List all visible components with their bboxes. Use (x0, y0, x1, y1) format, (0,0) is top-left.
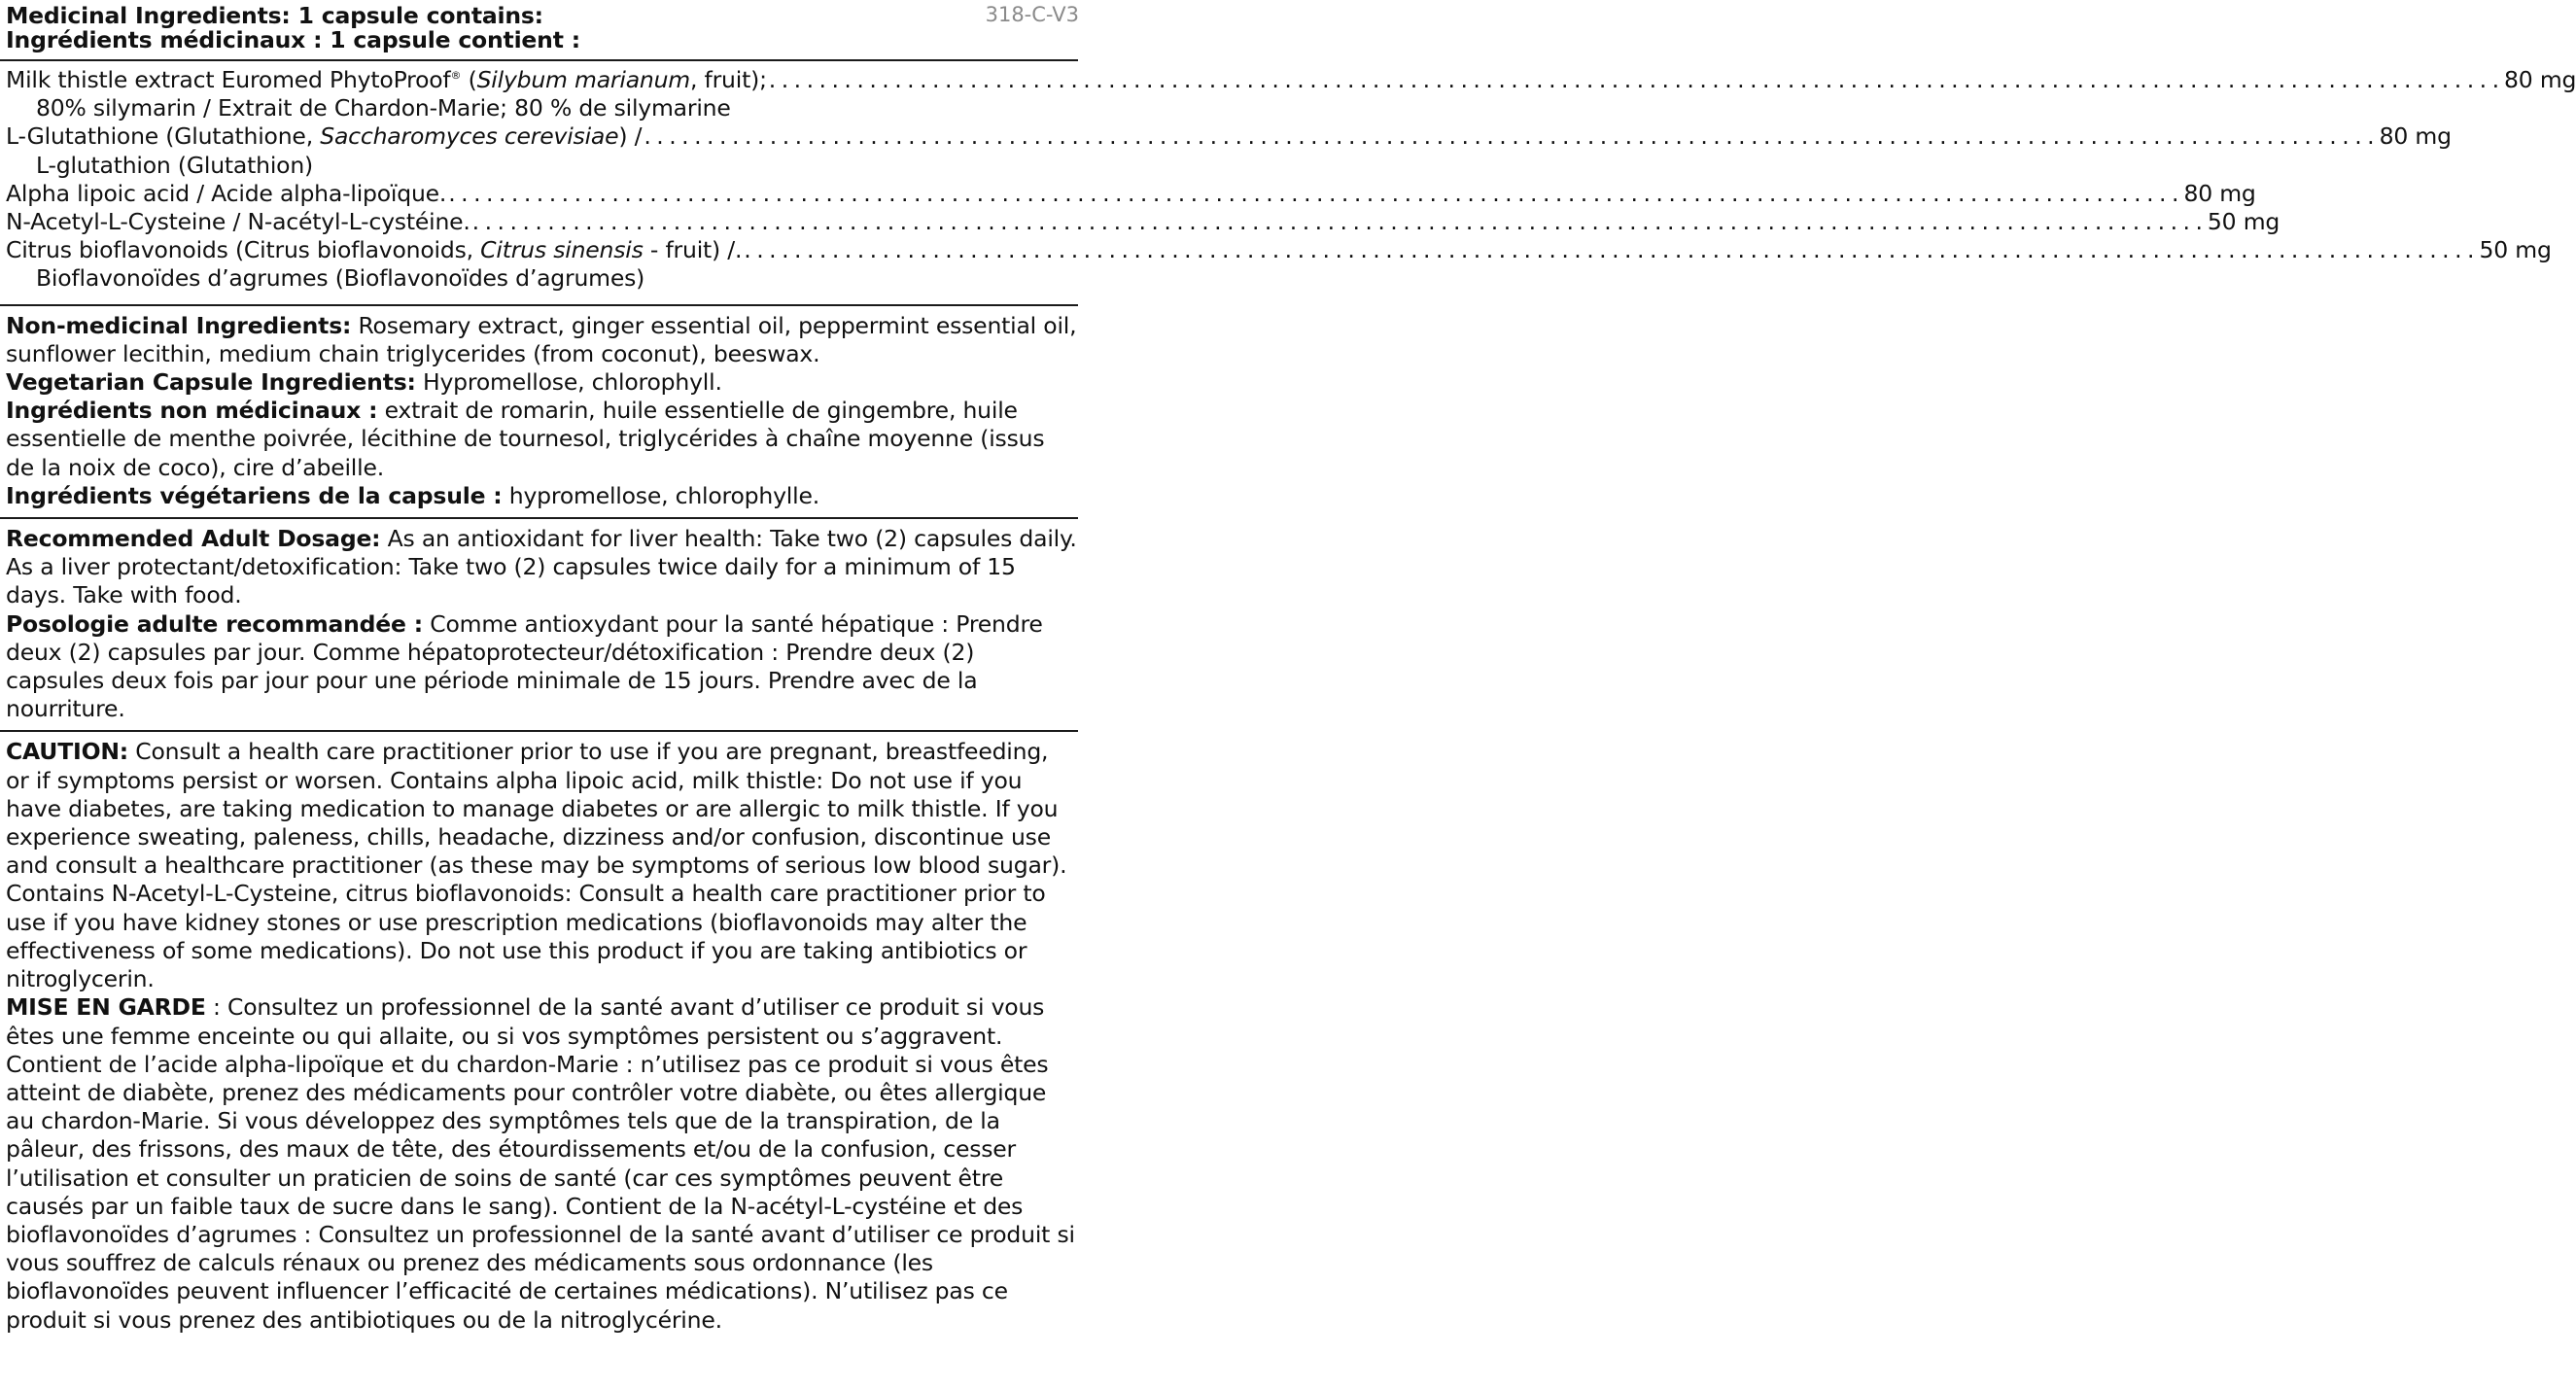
ingredient-amount: 80 mg (2379, 122, 2452, 151)
label-version-code: 318-C-V3 (985, 3, 1079, 26)
capsule-ingredients-english: Vegetarian Capsule Ingredients: Hypromellose, chlorophyll. (6, 368, 722, 397)
caution-section (6, 732, 1078, 1334)
ingredient-name: Milk thistle extract Euromed PhytoProof® (Silybum marianum, fruit); (6, 66, 767, 93)
dosage-english: Recommended Adult Dosage: As an antioxidant for liver health: Take two (2) capsules daily. As a liver protectant/detoxification: Take two (2) capsules twice daily for a minimum of 15 days. Take with food. (6, 525, 1077, 609)
ingredient-row (6, 66, 2576, 94)
ingredient-row (6, 208, 2280, 236)
ingredient-list (6, 61, 2576, 304)
medicinal-ingredients-heading (6, 0, 1078, 52)
ingredient-name: Citrus bioflavonoids (Citrus bioflavonoids, Citrus sinensis - fruit) /. (6, 236, 743, 264)
caution-french: MISE EN GARDE : Consultez un professionnel de la santé avant d’utiliser ce produit si vous êtes une femme enceinte ou qui allaite, ou si vos symptômes persistent ou s’aggravent. Contient de l’acide alpha-lipoïque et du chardon-Marie : n’utilisez pas ce produit si vous êtes atteint de diabète, prenez des médicaments pour contrôler votre diabète, ou êtes allergique au chardon-Marie. Si vous développez des symptômes tels que de la transpiration, de la pâleur, des frissons, des maux de tête, des étourdissements et/ou de la confusion, cesser l’utilisation et consulter un praticien de soins de santé (car ces symptômes peuvent être causés par un faible taux de sucre dans le sang). Contient de la N-acétyl-L-cystéine et des bioflavonoïdes d’agrumes : Consultez un professionnel de la santé avant d’utiliser ce produit si vous souffrez de calculs rénaux ou prenez des médicaments sous ordonnance (les bioflavonoïdes peuvent influencer l’efficacité de certaines médications). N’utilisez pas ce produit si vous prenez des antibiotiques ou de la nitroglycérine. (6, 993, 1075, 1334)
heading-french: Ingrédients médicinaux : 1 capsule contient : (6, 25, 580, 53)
heading-english: Medicinal Ingredients: 1 capsule contains: (6, 2, 543, 29)
dosage-french: Posologie adulte recommandée : Comme antioxydant pour la santé hépatique : Prendre deux (2) capsules par jour. Comme hépatoprotecteur/détoxification : Prendre deux (2) capsules deux fois par jour pour une période minimale de 15 jours. Prendre avec de la nourriture. (6, 609, 1043, 723)
ingredient-detail: L-glutathion (Glutathion) (36, 151, 313, 179)
non-medicinal-english: Non-medicinal Ingredients: Rosemary extract, ginger essential oil, peppermint essential oil, sunflower lecithin, medium chain triglycerides (from coconut), beeswax. (6, 311, 1077, 367)
non-medicinal-section (6, 306, 1078, 517)
ingredient-name: N-Acetyl-L-Cysteine / N-acétyl-L-cystéine. (6, 208, 470, 236)
ingredient-amount: 50 mg (2207, 208, 2280, 236)
dot-leader (470, 208, 2202, 236)
ingredient-amount: 50 mg (2479, 236, 2552, 264)
ingredient-amount: 80 mg (2183, 179, 2256, 207)
capsule-ingredients-french: Ingrédients végétariens de la capsule : hypromellose, chlorophylle. (6, 481, 819, 509)
ingredient-name: L-Glutathione (Glutathione, Saccharomyces cerevisiae) / (6, 122, 643, 151)
ingredient-amount: 80 mg (2504, 66, 2576, 93)
caution-english: CAUTION: Consult a health care practitioner prior to use if you are pregnant, breastfeeding, or if symptoms persist or worsen. Contains alpha lipoic acid, milk thistle: Do not use if you have diabetes, are taking medication to manage diabetes or are allergic to milk thistle. If you experience sweating, paleness, chills, headache, dizziness and/or confusion, discontinue use and consult a healthcare practitioner (as these may be symptoms of serious low blood sugar). Contains N-Acetyl-L-Cysteine, citrus bioflavonoids: Consult a health care practitioner prior to use if you have kidney stones or use prescription medications (bioflavonoids may alter the effectiveness of some medications). Do not use this product if you are taking antibiotics or nitroglycerin. (6, 738, 1067, 993)
ingredient-detail: 80% silymarin / Extrait de Chardon-Marie; 80 % de silymarine (36, 94, 731, 122)
non-medicinal-french: Ingrédients non médicinaux : extrait de romarin, huile essentielle de gingembre, huile essentielle de menthe poivrée, lécithine de tournesol, triglycérides à chaîne moyenne (issus de la noix de coco), cire d’abeille. (6, 397, 1045, 481)
supplement-label (6, 0, 2576, 1335)
ingredient-row (6, 179, 2256, 208)
ingredient-row (6, 236, 2552, 264)
ingredient-detail: Bioflavonoïdes d’agrumes (Bioflavonoïdes d’agrumes) (36, 264, 645, 293)
dot-leader (742, 236, 2473, 264)
dosage-section (6, 519, 1078, 730)
dot-leader (767, 66, 2498, 94)
ingredient-row (6, 122, 2452, 151)
dot-leader (446, 180, 2177, 208)
dot-leader (642, 122, 2373, 151)
ingredient-name: Alpha lipoic acid / Acide alpha-lipoïque. (6, 179, 447, 207)
